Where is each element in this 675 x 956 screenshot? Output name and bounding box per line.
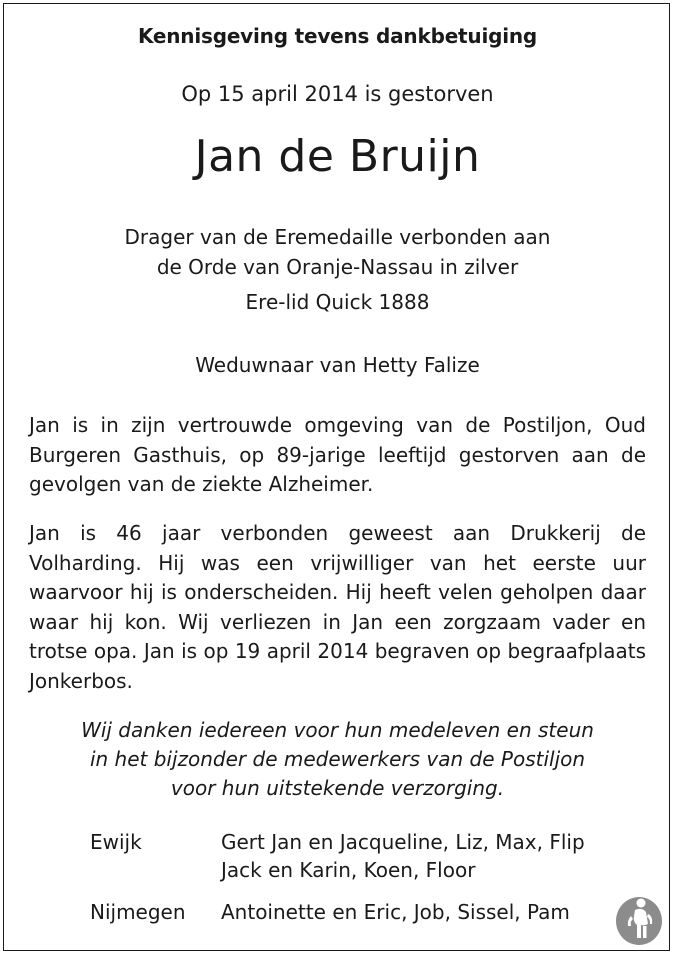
paragraph-circumstances: Jan is in zijn vertrouwde omgeving van de Postiljon, Oud Burgeren Gasthuis, op 89-jarige leeftijd gestorven aan de gevolgen van de ziekte Alzheimer.	[29, 413, 646, 496]
family-place: Nijmegen	[90, 900, 186, 924]
memorial-figure-icon	[614, 894, 664, 946]
notice-heading: Kennisgeving tevens dankbetuiging	[137, 24, 538, 48]
thanks-line: Wij danken iedereen voor hun medeleven en steun	[81, 718, 594, 742]
family-members-line: Jack en Karin, Koen, Floor	[221, 858, 476, 882]
thanks-line: in het bijzonder de medewerkers van de Postiljon	[89, 747, 586, 771]
honorary-member-line: Ere-lid Quick 1888	[245, 290, 430, 314]
honor-line: de Orde van Oranje-Nassau in zilver	[156, 255, 519, 279]
family-members	[221, 828, 651, 884]
deceased-name: Jan de Bruijn	[194, 131, 481, 182]
family-members-line: Antoinette en Eric, Job, Sissel, Pam	[221, 900, 570, 924]
honor-text	[0, 222, 675, 282]
thanks-text	[0, 716, 675, 803]
family-members	[221, 898, 651, 926]
paragraph-life: Jan is 46 jaar verbonden geweest aan Drukkerij de Volharding. Hij was een vrijwilliger van het eerste uur waarvoor hij is onderscheiden. Hij heeft velen geholpen daar waar hij kon. Wij verliezen in Jan een zorgzaam vader en trotse opa. Jan is op 19 april 2014 begraven op begraafplaats Jonkerbos.	[29, 521, 646, 693]
family-place: Ewijk	[90, 830, 142, 854]
widower-line: Weduwnaar van Hetty Falize	[195, 353, 480, 377]
family-members-line: Gert Jan en Jacqueline, Liz, Max, Flip	[221, 830, 585, 854]
honor-line: Drager van de Eremedaille verbonden aan	[124, 225, 551, 249]
thanks-line: voor hun uitstekende verzorging.	[170, 776, 505, 800]
death-date-line: Op 15 april 2014 is gestorven	[181, 82, 494, 106]
